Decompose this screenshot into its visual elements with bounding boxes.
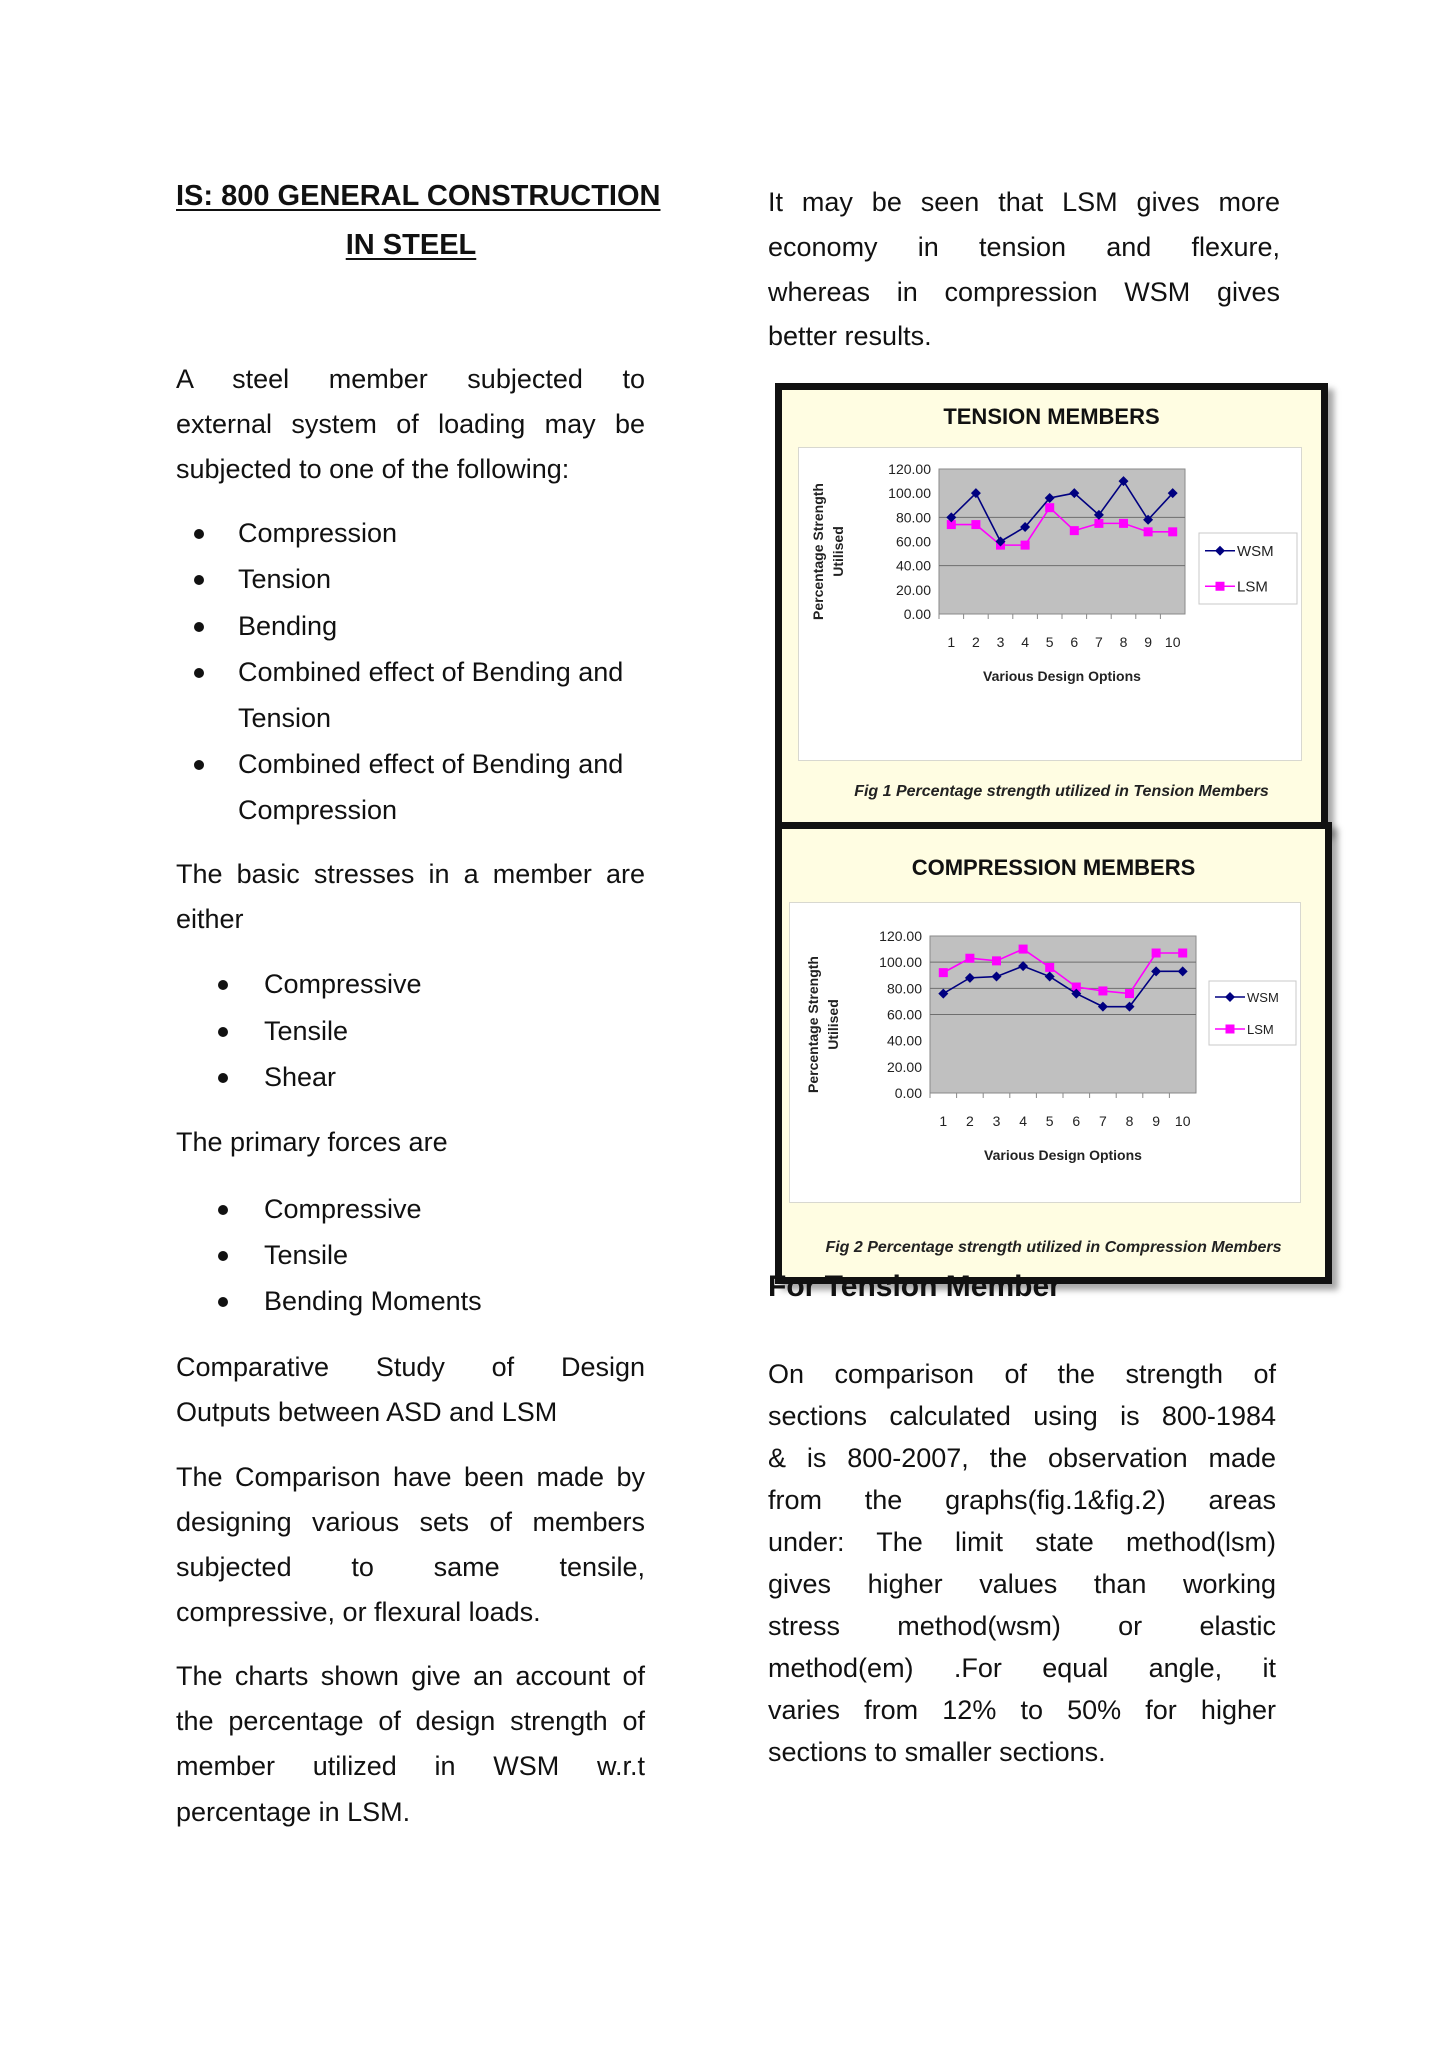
- bullet-icon: [194, 622, 204, 632]
- svg-text:60.00: 60.00: [886, 1006, 922, 1023]
- svg-text:0.00: 0.00: [903, 606, 931, 622]
- list-item: Tension: [238, 564, 332, 594]
- svg-text:10: 10: [1164, 634, 1181, 650]
- observation-line: On comparison of the strength of: [768, 1359, 1276, 1389]
- economy-line: It may be seen that LSM gives more: [768, 187, 1280, 217]
- bullet-icon: [194, 668, 204, 678]
- chart-title: COMPRESSION MEMBERS: [911, 855, 1196, 880]
- charts-desc-line: member utilized in WSM w.r.t: [176, 1751, 645, 1781]
- bullet-icon: [194, 575, 204, 585]
- svg-text:100.00: 100.00: [879, 954, 922, 971]
- svg-text:10: 10: [1174, 1113, 1191, 1129]
- list-item: Compressive: [264, 969, 422, 999]
- economy-line: better results.: [768, 321, 932, 351]
- bullet-icon: [218, 1297, 228, 1307]
- charts-desc-line: The charts shown give an account of: [176, 1661, 645, 1691]
- comparison-line: compressive, or flexural loads.: [176, 1597, 541, 1627]
- svg-text:5: 5: [1045, 1113, 1054, 1129]
- comparison-line: subjected to same tensile,: [176, 1552, 645, 1582]
- svg-text:Percentage Strength: Percentage Strength: [805, 956, 821, 1093]
- chart-caption: Fig 2 Percentage strength utilized in Compression Members: [825, 1239, 1282, 1256]
- svg-text:7: 7: [1095, 634, 1103, 650]
- intro-line: external system of loading may be: [176, 409, 645, 439]
- chart-plot-area: [798, 447, 1302, 761]
- svg-text:WSM: WSM: [1237, 542, 1274, 560]
- observation-line: varies from 12% to 50% for higher: [768, 1695, 1276, 1725]
- bullet-icon: [218, 1205, 228, 1215]
- svg-text:6: 6: [1070, 634, 1079, 650]
- svg-text:100.00: 100.00: [888, 485, 931, 502]
- svg-text:20.00: 20.00: [886, 1058, 922, 1075]
- svg-text:Various Design Options: Various Design Options: [984, 1147, 1142, 1163]
- forces-intro: The primary forces are: [176, 1127, 448, 1157]
- observation-line: stress method(wsm) or elastic: [768, 1611, 1276, 1641]
- stresses-intro-line: either: [176, 904, 244, 934]
- svg-text:7: 7: [1099, 1113, 1107, 1129]
- section-heading: For Tension Member: [768, 1270, 1061, 1303]
- bullet-icon: [218, 1027, 228, 1037]
- svg-text:2: 2: [966, 1113, 974, 1129]
- svg-text:4: 4: [1019, 1113, 1027, 1129]
- svg-text:3: 3: [996, 634, 1005, 650]
- intro-line: subjected to one of the following:: [176, 454, 570, 484]
- observation-line: method(em) .For equal angle, it: [768, 1653, 1276, 1683]
- comparative-line: Comparative Study of Design: [176, 1352, 645, 1382]
- document-title-line1: IS: 800 GENERAL CONSTRUCTION: [176, 180, 661, 212]
- list-item: Bending: [238, 611, 338, 641]
- list-item: Bending Moments: [264, 1286, 482, 1316]
- list-item-continuation: Tension: [238, 703, 332, 733]
- observation-line: & is 800-2007, the observation made: [768, 1443, 1276, 1473]
- svg-text:8: 8: [1119, 634, 1128, 650]
- charts-desc-line: percentage in LSM.: [176, 1797, 411, 1827]
- tension-line-chart: [799, 448, 1301, 760]
- svg-text:80.00: 80.00: [895, 509, 931, 526]
- svg-text:120.00: 120.00: [888, 461, 931, 477]
- intro-line: A steel member subjected to: [176, 364, 645, 394]
- bullet-icon: [218, 1073, 228, 1083]
- svg-text:4: 4: [1021, 634, 1029, 650]
- compression-line-chart: [790, 903, 1300, 1202]
- svg-text:5: 5: [1045, 634, 1054, 650]
- observation-line: sections calculated using is 800-1984: [768, 1401, 1276, 1431]
- bullet-icon: [218, 1251, 228, 1261]
- svg-text:20.00: 20.00: [895, 581, 931, 598]
- svg-text:8: 8: [1125, 1113, 1134, 1129]
- list-item: Tensile: [264, 1240, 349, 1270]
- svg-text:40.00: 40.00: [895, 557, 931, 574]
- list-item: Compressive: [264, 1194, 422, 1224]
- svg-text:6: 6: [1072, 1113, 1081, 1129]
- charts-desc-line: the percentage of design strength of: [176, 1706, 645, 1736]
- svg-text:60.00: 60.00: [895, 533, 931, 550]
- list-item-continuation: Compression: [238, 795, 398, 825]
- observation-line: under: The limit state method(lsm): [768, 1527, 1276, 1557]
- svg-text:Utilised: Utilised: [825, 999, 841, 1050]
- svg-text:WSM: WSM: [1247, 990, 1279, 1005]
- list-item: Combined effect of Bending and: [238, 657, 624, 687]
- observation-line: sections to smaller sections.: [768, 1737, 1106, 1767]
- observation-line: gives higher values than working: [768, 1569, 1276, 1599]
- svg-text:0.00: 0.00: [894, 1085, 922, 1101]
- svg-text:Percentage Strength: Percentage Strength: [810, 483, 826, 620]
- list-item: Tensile: [264, 1016, 349, 1046]
- chart-plot-area: [789, 902, 1301, 1203]
- svg-text:120.00: 120.00: [879, 928, 922, 944]
- comparison-line: designing various sets of members: [176, 1507, 645, 1537]
- svg-text:Various Design Options: Various Design Options: [983, 668, 1141, 684]
- stresses-intro-line: The basic stresses in a member are: [176, 859, 645, 889]
- comparison-line: The Comparison have been made by: [176, 1462, 645, 1492]
- svg-text:40.00: 40.00: [886, 1032, 922, 1049]
- svg-text:2: 2: [972, 634, 980, 650]
- svg-text:1: 1: [939, 1113, 948, 1129]
- bullet-icon: [218, 980, 228, 990]
- compression-chart: [775, 822, 1332, 1284]
- economy-line: whereas in compression WSM gives: [768, 277, 1280, 307]
- svg-text:1: 1: [947, 634, 956, 650]
- svg-text:9: 9: [1152, 1113, 1160, 1129]
- document-title-line2: IN STEEL: [345, 229, 477, 261]
- svg-text:LSM: LSM: [1237, 578, 1268, 596]
- tension-chart: [775, 383, 1328, 833]
- bullet-icon: [194, 760, 204, 770]
- observation-line: from the graphs(fig.1&fig.2) areas: [768, 1485, 1276, 1515]
- svg-text:LSM: LSM: [1247, 1022, 1274, 1037]
- list-item: Shear: [264, 1062, 337, 1092]
- svg-text:9: 9: [1144, 634, 1152, 650]
- svg-text:80.00: 80.00: [886, 980, 922, 997]
- svg-text:3: 3: [992, 1113, 1001, 1129]
- list-item: Combined effect of Bending and: [238, 749, 624, 779]
- list-item: Compression: [238, 518, 398, 548]
- economy-line: economy in tension and flexure,: [768, 232, 1280, 262]
- bullet-icon: [194, 529, 204, 539]
- comparative-line: Outputs between ASD and LSM: [176, 1397, 558, 1427]
- chart-title: TENSION MEMBERS: [943, 404, 1160, 429]
- svg-text:Utilised: Utilised: [830, 526, 846, 577]
- chart-caption: Fig 1 Percentage strength utilized in Tension Members: [854, 783, 1269, 800]
